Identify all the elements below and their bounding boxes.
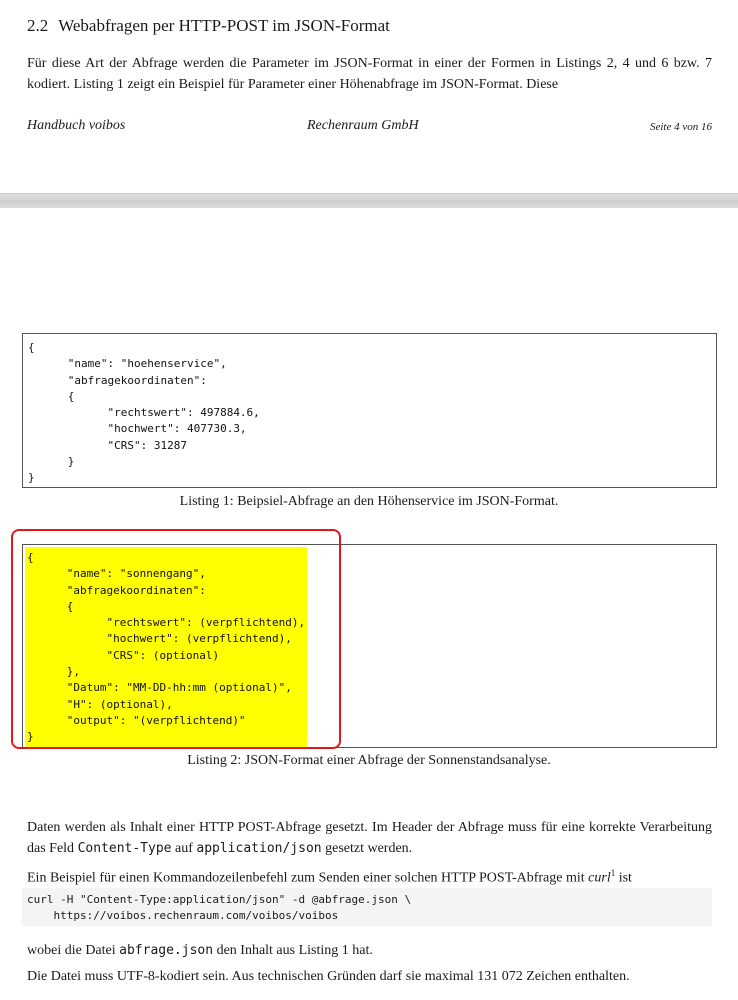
- code-listing-1: [22, 333, 717, 488]
- annotation-highlight-box: [11, 529, 341, 749]
- listing-1-code: { "name": "hoehenservice", "abfragekoordinaten": { "rechtswert": 497884.6, "hochwert": 407730.3, "CRS": 31287 } }: [28, 341, 260, 485]
- para2-text-a: Ein Beispiel für einen Kommandozeilenbefehl zum Senden einer solchen HTTP POST-Abfrage mit: [27, 870, 589, 886]
- curl-command: curl -H "Content-Type:application/json" -d @abfrage.json \ https://voibos.rechenraum.com/voibos/voibos: [27, 893, 412, 922]
- footnote-marker[interactable]: 1: [610, 868, 616, 878]
- section-heading: [27, 16, 390, 36]
- footer-center: Rechenraum GmbH: [307, 118, 419, 133]
- para1-text-b: auf: [171, 841, 197, 856]
- command-block: [22, 888, 712, 926]
- page-1-bottom: [0, 0, 738, 194]
- page-separator: [0, 194, 738, 208]
- para3-text-b: den Inhalt aus Listing 1 hat.: [213, 943, 373, 958]
- body-paragraph-4: Die Datei muss UTF-8-kodiert sein. Aus technischen Gründen darf sie maximal 131 072 Zeichen enthalten.: [27, 969, 630, 984]
- body-paragraph-3: [27, 940, 712, 961]
- section-number: 2.2: [27, 16, 49, 35]
- listing-1-caption: Listing 1: Beipsiel-Abfrage an den Höhenservice im JSON-Format.: [179, 494, 559, 509]
- footer-page-number: Seite 4 von 16: [649, 121, 712, 133]
- para3-text-a: wobei die Datei: [27, 943, 120, 958]
- para1-text-c: gesetzt werden.: [321, 841, 413, 856]
- intro-paragraph: Für diese Art der Abfrage werden die Parameter im JSON-Format in einer der Formen in Listings 2, 4 und 6 bzw. 7 kodiert. Listing 1 zeigt ein Beispiel für Parameter einer Höhenabfrage im JSON-Format. Diese: [27, 56, 712, 92]
- body-paragraph-2: [27, 863, 712, 889]
- inline-code-application-json: application/json: [196, 841, 322, 856]
- footer-left: Handbuch voibos: [27, 118, 126, 133]
- para1-text-a: Daten werden als Inhalt einer HTTP POST-Abfrage gesetzt. Im Header der Abfrage muss für eine korrekte Verarbeitung das Feld: [27, 820, 712, 856]
- curl-link[interactable]: curl: [588, 870, 611, 886]
- inline-code-abfrage-json: abfrage.json: [119, 943, 214, 958]
- body-paragraph-1: [27, 817, 712, 859]
- listing-2-caption: Listing 2: JSON-Format einer Abfrage der Sonnenstandsanalyse.: [187, 753, 551, 768]
- section-title: Webabfragen per HTTP-POST im JSON-Format: [58, 16, 390, 35]
- inline-code-content-type: Content-Type: [77, 841, 172, 856]
- listing-2-code-highlighted: { "name": "sonnengang", "abfragekoordinaten": { "rechtswert": (verpflichtend), "hochwert": (verpflichtend), "CRS": (optional) }, "Datum": "MM-DD-hh:mm (optional)", "H": (optional), "output": "(verpflichtend)" }: [25, 547, 307, 749]
- para2-text-b: ist: [615, 870, 632, 886]
